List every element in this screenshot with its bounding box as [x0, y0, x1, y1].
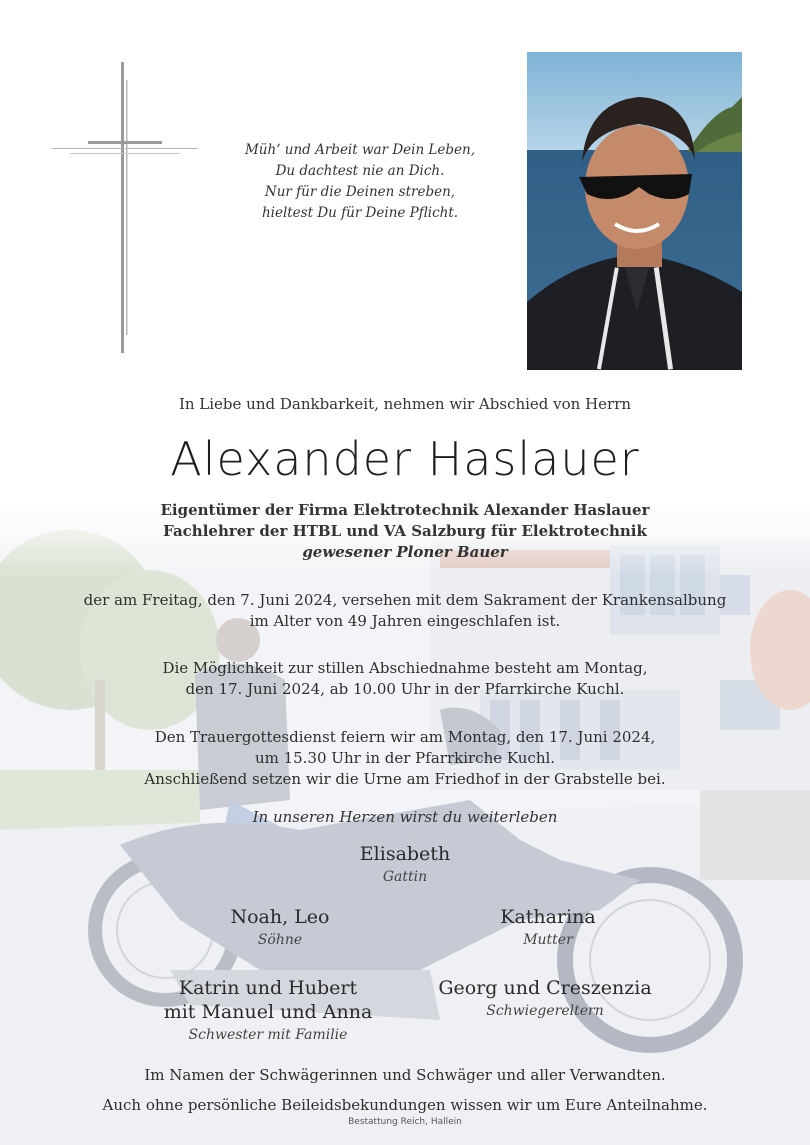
service-notice-line: Anschließend setzen wir die Urne am Friedhof in der Grabstelle bei.: [144, 770, 666, 788]
mourner-name: Noah, Leo: [230, 906, 330, 928]
service-notice-line: Den Trauergottesdienst feiern wir am Montag, den 17. Juni 2024,: [154, 728, 656, 746]
occupation-line: gewesener Ploner Bauer: [302, 543, 508, 561]
funeral-home-credit: Bestattung Reich, Hallein: [348, 1117, 462, 1127]
mourner-name: Elisabeth: [359, 843, 451, 865]
closing-line: Im Namen der Schwägerinnen und Schwäger und aller Verwandten.: [144, 1066, 666, 1084]
mourner-name: Katharina: [500, 906, 596, 928]
mourner-mother: [448, 905, 648, 951]
portrait-photo: [527, 52, 742, 370]
closing-text: [0, 1060, 810, 1120]
service-notice-line: um 15.30 Uhr in der Pfarrkirche Kuchl.: [254, 749, 556, 767]
mourner-relation: Gattin: [382, 869, 428, 885]
poem-line: Nur für die Deinen streben,: [264, 184, 456, 200]
poem: [220, 140, 500, 224]
poem-line: Du dachtest nie an Dich.: [275, 163, 445, 179]
mourner-relation: Schwiegereltern: [486, 1003, 604, 1019]
occupation-line: Fachlehrer der HTBL und VA Salzburg für Elektrotechnik: [163, 522, 647, 540]
closing-line: Auch ohne persönliche Beileidsbekundungen wissen wir um Eure Anteilnahme.: [102, 1096, 708, 1114]
service-notice: [0, 727, 810, 790]
mourner-sons: [180, 905, 380, 951]
poem-line: Müh‘ und Arbeit war Dein Leben,: [244, 142, 476, 158]
farewell-notice-line: Die Möglichkeit zur stillen Abschiednahme besteht am Montag,: [162, 659, 648, 677]
farewell-notice: [0, 658, 810, 700]
occupation-line: Eigentümer der Firma Elektrotechnik Alexander Haslauer: [160, 501, 650, 519]
death-notice-line: im Alter von 49 Jahren eingeschlafen ist.: [249, 612, 561, 630]
farewell-notice-line: den 17. Juni 2024, ab 10.00 Uhr in der Pfarrkirche Kuchl.: [185, 680, 625, 698]
cross-icon: [50, 60, 200, 355]
deceased-name: Alexander Haslauer: [170, 432, 640, 486]
death-notice-line: der am Freitag, den 7. Juni 2024, versehen mit dem Sakrament der Krankensalbung: [83, 591, 727, 609]
live-on-text: In unseren Herzen wirst du weiterleben: [252, 808, 558, 826]
occupation-block: [0, 500, 810, 563]
mourner-name: Georg und Creszenzia: [438, 977, 652, 999]
death-notice: [0, 590, 810, 632]
poem-line: hieltest Du für Deine Pflicht.: [261, 205, 459, 221]
mourner-relation: Mutter: [523, 932, 573, 948]
mourner-name: Katrin und Hubert: [178, 977, 358, 999]
mourner-wife: [305, 842, 505, 888]
intro-text: In Liebe und Dankbarkeit, nehmen wir Abschied von Herrn: [178, 395, 632, 413]
mourner-relation: Söhne: [257, 932, 303, 948]
mourner-sister: [118, 976, 418, 1046]
mourner-name: mit Manuel und Anna: [163, 1001, 373, 1023]
mourner-relation: Schwester mit Familie: [188, 1027, 348, 1043]
mourner-in-laws: [415, 976, 675, 1022]
